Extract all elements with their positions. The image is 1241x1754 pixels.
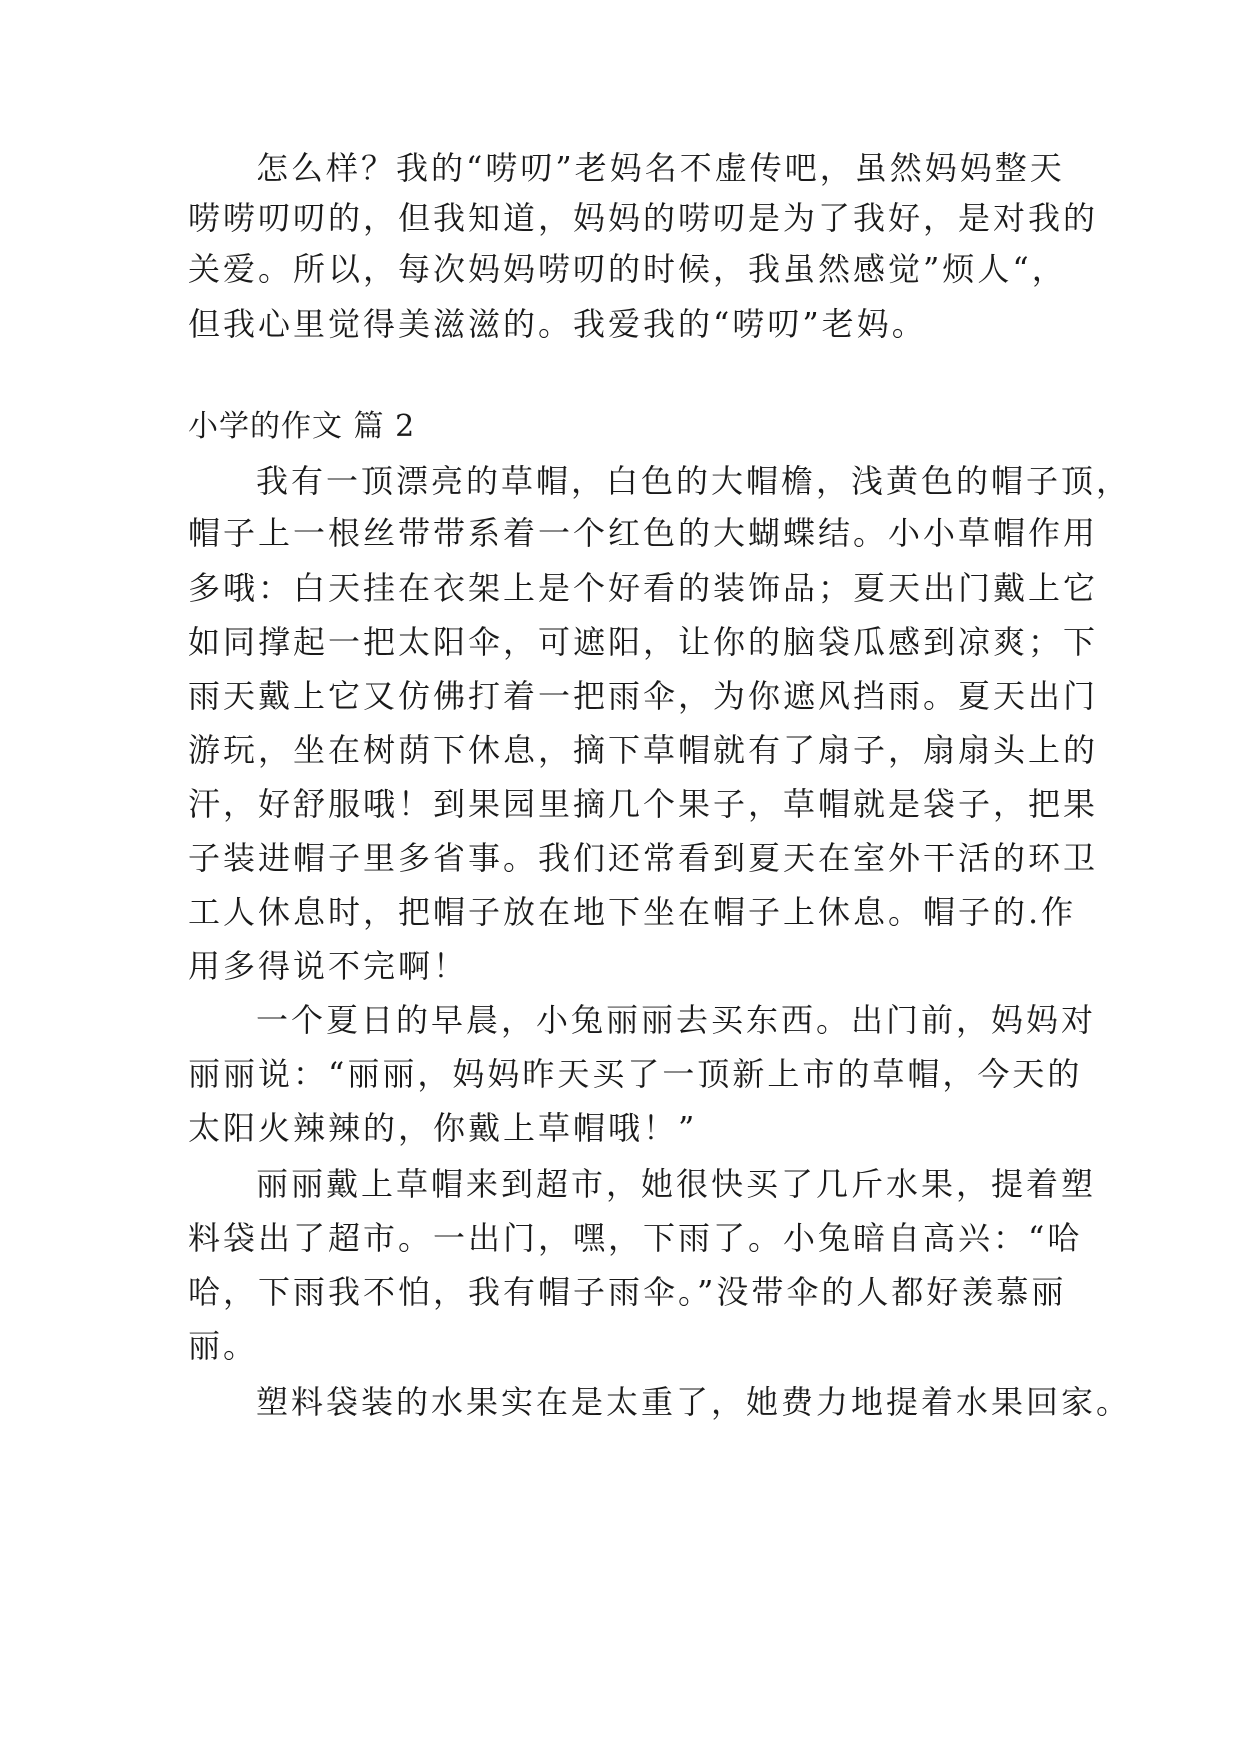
- section-heading: 小学的作文 篇 2: [188, 409, 416, 444]
- paragraph-line: 如同撑起一把太阳伞，可遮阳，让你的脑袋瓜感到凉爽；下: [188, 623, 1099, 661]
- paragraph-line: 工人休息时，把帽子放在地下坐在帽子上休息。帽子的.作: [188, 893, 1077, 931]
- paragraph-line: 丽丽说：“丽丽，妈妈昨天买了一顶新上市的草帽，今天的: [188, 1055, 1083, 1093]
- paragraph-line: 塑料袋装的水果实在是太重了，她费力地提着水果回家。: [256, 1383, 1132, 1421]
- paragraph-line: 哈，下雨我不怕，我有帽子雨伞。”没带伞的人都好羡慕丽: [188, 1273, 1067, 1311]
- paragraph-line: 丽。: [188, 1327, 259, 1365]
- paragraph-line: 子装进帽子里多省事。我们还常看到夏天在室外干活的环卫: [188, 839, 1099, 877]
- paragraph-line: 雨天戴上它又仿佛打着一把雨伞，为你遮风挡雨。夏天出门: [188, 677, 1099, 715]
- paragraph-line: 但我心里觉得美滋滋的。我爱我的“唠叨”老妈。: [188, 305, 927, 343]
- paragraph-line: 游玩，坐在树荫下休息，摘下草帽就有了扇子，扇扇头上的: [188, 731, 1099, 769]
- paragraph-line: 关爱。所以，每次妈妈唠叨的时候，我虽然感觉”烦人“，: [188, 250, 1067, 288]
- paragraph-line: 太阳火辣辣的，你戴上草帽哦！”: [188, 1109, 698, 1147]
- paragraph-line: 怎么样？我的“唠叨”老妈名不虚传吧，虽然妈妈整天: [256, 149, 1065, 187]
- paragraph-line: 我有一顶漂亮的草帽，白色的大帽檐，浅黄色的帽子顶，: [256, 462, 1132, 500]
- paragraph-line: 用多得说不完啊！: [188, 947, 469, 985]
- paragraph-line: 丽丽戴上草帽来到超市，她很快买了几斤水果，提着塑: [256, 1165, 1097, 1203]
- paragraph-line: 多哦：白天挂在衣架上是个好看的装饰品；夏天出门戴上它: [188, 569, 1099, 607]
- paragraph-line: 汗，好舒服哦！到果园里摘几个果子，草帽就是袋子，把果: [188, 785, 1099, 823]
- paragraph-line: 料袋出了超市。一出门，嘿，下雨了。小兔暗自高兴：“哈: [188, 1219, 1083, 1257]
- paragraph-line: 帽子上一根丝带带系着一个红色的大蝴蝶结。小小草帽作用: [188, 514, 1099, 552]
- paragraph-line: 唠唠叨叨的，但我知道，妈妈的唠叨是为了我好，是对我的: [188, 199, 1099, 237]
- paragraph-line: 一个夏日的早晨，小兔丽丽去买东西。出门前，妈妈对: [256, 1001, 1097, 1039]
